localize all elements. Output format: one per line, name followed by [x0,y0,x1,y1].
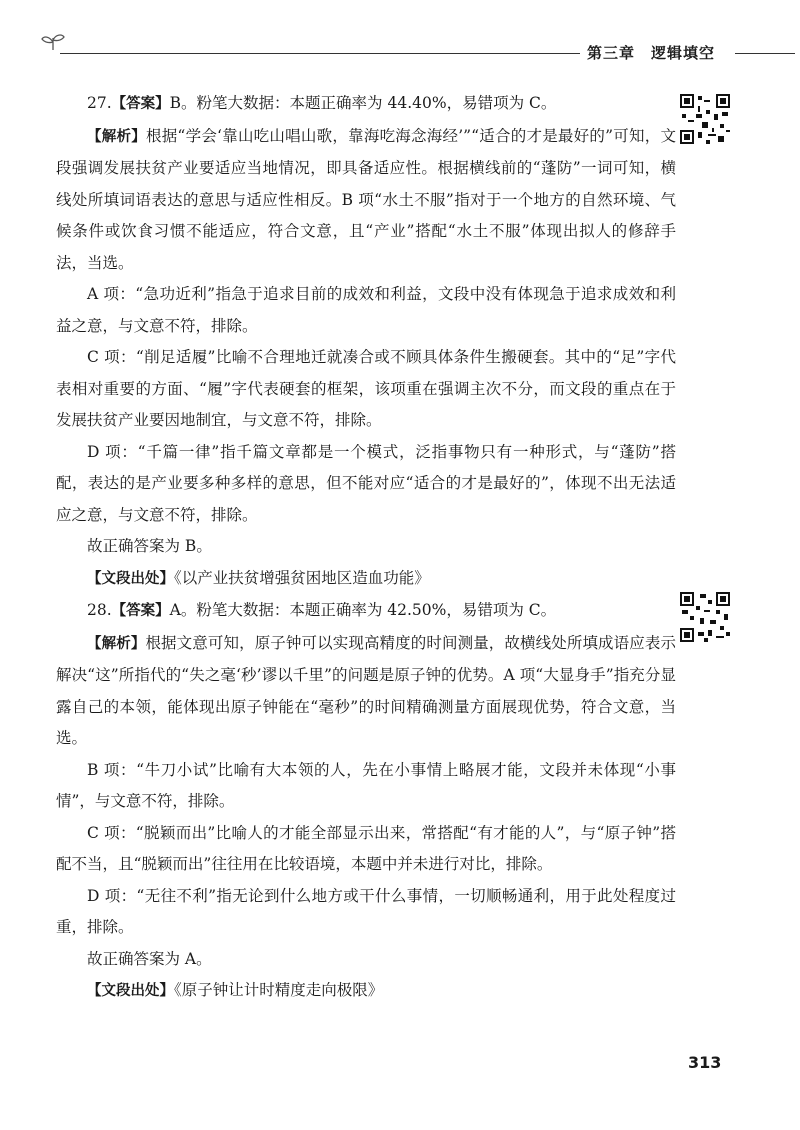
answer-line: 28.【答案】A。粉笔大数据：本题正确率为 42.50%，易错项为 C。 [87,601,557,619]
qr-code-icon [680,592,730,642]
leaf-icon [40,32,66,52]
conclusion: 故正确答案为 B。 [87,537,212,555]
option-paragraph: B 项：“牛刀小试”比喻有大本领的人，先在小事情上略展才能，文段并未体现“小事情”，与文意不符，排除。 [56,760,676,810]
page-header [0,30,800,70]
chapter-title: 第三章 逻辑填空 [587,44,716,62]
conclusion: 故正确答案为 A。 [87,949,212,968]
qr-code-icon [680,94,730,144]
answer-content [56,88,676,1008]
analysis-paragraph: 【解析】根据“学会‘靠山吃山唱山歌，靠海吃海念海经’”“适合的才是最好的”可知，文段强调发展扶贫产业要适应当地情况，即具备适应性。根据横线前的“蓬防”一词可知，横线处所填词语表达的意思与适应性相反。B 项“水土不服”指对于一个地方的自然环境、气候条件或饮食习惯不能适应，符合文意，且“产业”搭配“水土不服”体现出拟人的修辞手法，当选。 [56,126,677,272]
header-rule [60,53,580,54]
option-paragraph: C 项：“削足适履”比喻不合理地迁就凑合或不顾具体条件生搬硬套。其中的“足”字代表相对重要的方面、“履”字代表硬套的框架，该项重在强调主次不分，而文段的重点在于发展扶贫产业要因地制宜，与文意不符，排除。 [56,348,676,429]
header-rule-right [735,53,795,54]
page-number: 313 [688,1053,722,1072]
option-paragraph: C 项：“脱颖而出”比喻人的才能全部显示出来，常搭配“有才能的人”，与“原子钟”搭配不当，且“脱颖而出”往往用在比较语境，本题中并未进行对比，排除。 [56,823,676,873]
option-paragraph: A 项：“急功近利”指急于追求目前的成效和利益，文段中没有体现急于追求成效和利益之意，与文意不符，排除。 [56,285,676,335]
source-line: 【文段出处】《原子钟让计时精度走向极限》 [87,981,384,999]
option-paragraph: D 项：“无往不利”指无论到什么地方或干什么事情，一切顺畅通利，用于此处程度过重，排除。 [56,886,676,936]
option-paragraph: D 项：“千篇一律”指千篇文章都是一个模式，泛指事物只有一种形式，与“蓬防”搭配，表达的是产业要多种多样的意思，但不能对应“适合的才是最好的”，体现不出无法适应之意，与文意不符，排除。 [56,442,676,524]
answer-line: 27.【答案】B。粉笔大数据：本题正确率为 44.40%，易错项为 C。 [87,94,557,112]
source-line: 【文段出处】《以产业扶贫增强贫困地区造血功能》 [87,568,430,587]
analysis-paragraph: 【解析】根据文意可知，原子钟可以实现高精度的时间测量，故横线处所填成语应表示解决“这”所指代的“失之毫‘秒’谬以千里”的问题是原子钟的优势。A 项“大显身手”指充分显露自己的本领，能体现出原子钟能在“毫秒”的时间精确测量方面展现优势，符合文意，当选。 [56,633,676,747]
